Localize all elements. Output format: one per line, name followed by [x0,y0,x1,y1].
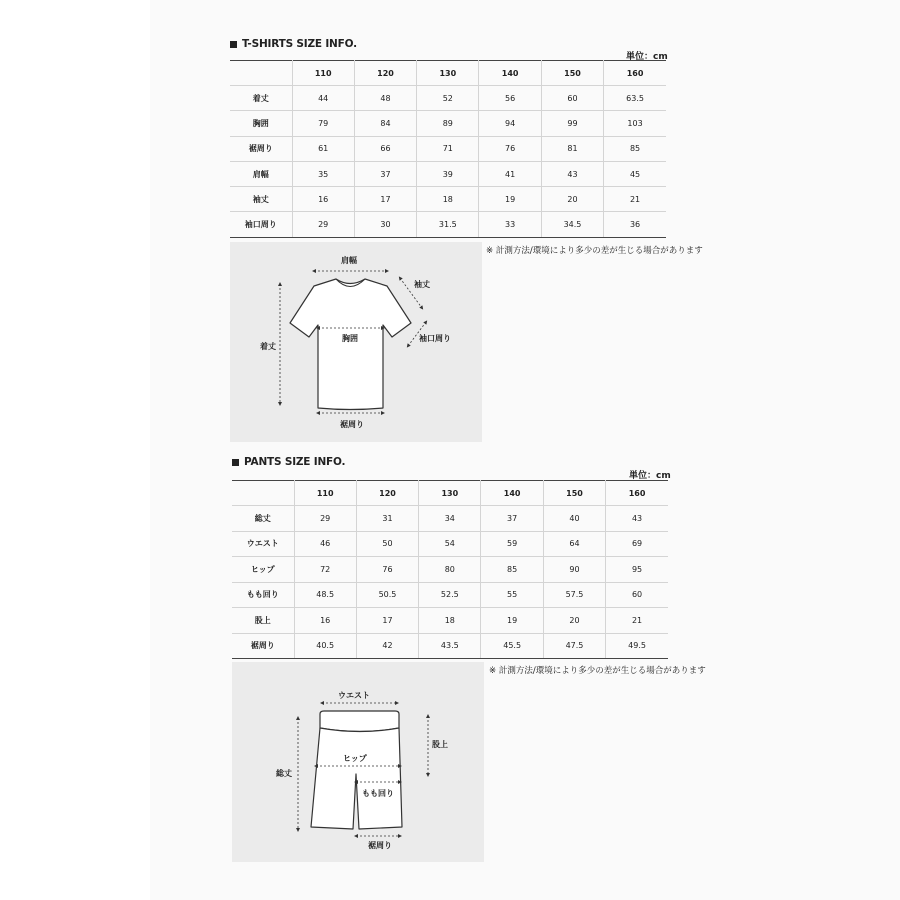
table-cell: 43 [606,506,668,532]
bullet-square-icon [230,41,237,48]
label-chest: 胸囲 [342,334,358,343]
pants-unit: 単位：cm [629,471,671,481]
table-cell: 57.5 [543,582,605,608]
table-cell: 45 [604,161,666,186]
table-cell: 69 [606,531,668,557]
table-row [230,111,666,136]
table-cell: 37 [354,161,416,186]
table-cell: 29 [294,506,356,532]
row-label: 裾周り [230,136,292,161]
pants-section-title [232,456,345,468]
tshirt-diagram [230,242,482,442]
table-cell: 43.5 [419,633,481,659]
size-header: 160 [604,61,666,86]
table-cell: 56 [479,86,541,111]
table-row [232,608,668,634]
row-label: ヒップ [232,557,294,583]
table-cell: 41 [479,161,541,186]
row-label: もも回り [232,582,294,608]
table-cell: 17 [354,187,416,212]
table-row [232,582,668,608]
table-cell: 33 [479,212,541,237]
header-corner [232,481,294,506]
table-cell: 61 [292,136,354,161]
table-cell: 21 [604,187,666,212]
row-label: 総丈 [232,506,294,532]
table-cell: 52 [417,86,479,111]
table-cell: 34.5 [541,212,603,237]
table-header-row [232,481,668,506]
table-cell: 46 [294,531,356,557]
table-cell: 59 [481,531,543,557]
table-cell: 16 [292,187,354,212]
pants-note: ※ 計測方法/環境により多少の差が生じる場合があります [489,666,706,676]
label-waist: ウエスト [338,691,370,700]
row-label: 裾周り [232,633,294,659]
table-row [232,633,668,659]
table-cell: 18 [417,187,479,212]
table-cell: 36 [604,212,666,237]
label-thigh: もも回り [362,789,394,798]
table-cell: 47.5 [543,633,605,659]
table-cell: 37 [481,506,543,532]
table-cell: 63.5 [604,86,666,111]
table-cell: 81 [541,136,603,161]
size-header: 110 [294,481,356,506]
label-hip: ヒップ [343,754,367,763]
table-row [230,136,666,161]
table-cell: 85 [481,557,543,583]
table-cell: 34 [419,506,481,532]
table-row [230,187,666,212]
size-header: 110 [292,61,354,86]
table-cell: 89 [417,111,479,136]
table-cell: 16 [294,608,356,634]
size-header: 150 [541,61,603,86]
table-cell: 30 [354,212,416,237]
label-hem: 裾周り [340,420,364,429]
label-hem: 裾周り [368,841,392,850]
label-sleeve: 袖丈 [414,280,430,289]
table-row [230,212,666,237]
table-cell: 50.5 [356,582,418,608]
row-label: 股上 [232,608,294,634]
pants-size-table [232,480,668,659]
row-label: 肩幅 [230,161,292,186]
label-length: 総丈 [276,769,292,778]
table-header-row [230,61,666,86]
table-cell: 79 [292,111,354,136]
table-cell: 31.5 [417,212,479,237]
pants-diagram [232,662,484,862]
row-label: ウエスト [232,531,294,557]
table-cell: 48.5 [294,582,356,608]
table-cell: 29 [292,212,354,237]
size-header: 120 [354,61,416,86]
table-cell: 99 [541,111,603,136]
table-cell: 85 [604,136,666,161]
table-cell: 76 [479,136,541,161]
table-cell: 43 [541,161,603,186]
table-cell: 18 [419,608,481,634]
table-cell: 44 [292,86,354,111]
tshirts-note: ※ 計測方法/環境により多少の差が生じる場合があります [486,246,703,256]
size-header: 160 [606,481,668,506]
table-cell: 103 [604,111,666,136]
table-cell: 80 [419,557,481,583]
tshirts-size-table [230,60,666,238]
table-row [232,557,668,583]
tshirt-body-shape [290,279,411,410]
table-cell: 76 [356,557,418,583]
bullet-square-icon [232,459,239,466]
size-header: 120 [356,481,418,506]
label-shoulder: 肩幅 [341,256,357,265]
pants-waistband-shape [320,711,399,732]
table-row [232,531,668,557]
table-cell: 48 [354,86,416,111]
table-cell: 90 [543,557,605,583]
table-row [230,86,666,111]
size-header: 140 [479,61,541,86]
tshirts-title: T-SHIRTS SIZE INFO. [242,38,357,50]
table-cell: 60 [541,86,603,111]
table-cell: 50 [356,531,418,557]
label-length: 着丈 [260,342,276,351]
row-label: 着丈 [230,86,292,111]
pants-title: PANTS SIZE INFO. [244,456,346,468]
table-cell: 40 [543,506,605,532]
header-corner [230,61,292,86]
size-header: 130 [419,481,481,506]
tshirts-section-title [230,38,357,50]
table-cell: 20 [543,608,605,634]
table-cell: 19 [479,187,541,212]
table-cell: 95 [606,557,668,583]
table-cell: 55 [481,582,543,608]
table-cell: 45.5 [481,633,543,659]
table-cell: 94 [479,111,541,136]
tshirts-unit: 単位：cm [626,52,668,62]
size-header: 130 [417,61,479,86]
table-cell: 40.5 [294,633,356,659]
size-header: 140 [481,481,543,506]
table-cell: 42 [356,633,418,659]
table-row [232,506,668,532]
label-cuff: 袖口周り [419,334,451,343]
table-cell: 35 [292,161,354,186]
table-row [230,161,666,186]
table-cell: 60 [606,582,668,608]
size-header: 150 [543,481,605,506]
table-cell: 20 [541,187,603,212]
table-cell: 19 [481,608,543,634]
table-cell: 64 [543,531,605,557]
table-cell: 71 [417,136,479,161]
table-cell: 49.5 [606,633,668,659]
table-cell: 66 [354,136,416,161]
table-cell: 54 [419,531,481,557]
table-cell: 72 [294,557,356,583]
table-cell: 21 [606,608,668,634]
table-cell: 31 [356,506,418,532]
row-label: 袖丈 [230,187,292,212]
table-cell: 52.5 [419,582,481,608]
table-cell: 39 [417,161,479,186]
table-cell: 17 [356,608,418,634]
row-label: 袖口周り [230,212,292,237]
pants-body-shape [311,728,402,829]
table-cell: 84 [354,111,416,136]
row-label: 胸囲 [230,111,292,136]
label-rise: 股上 [432,740,448,749]
